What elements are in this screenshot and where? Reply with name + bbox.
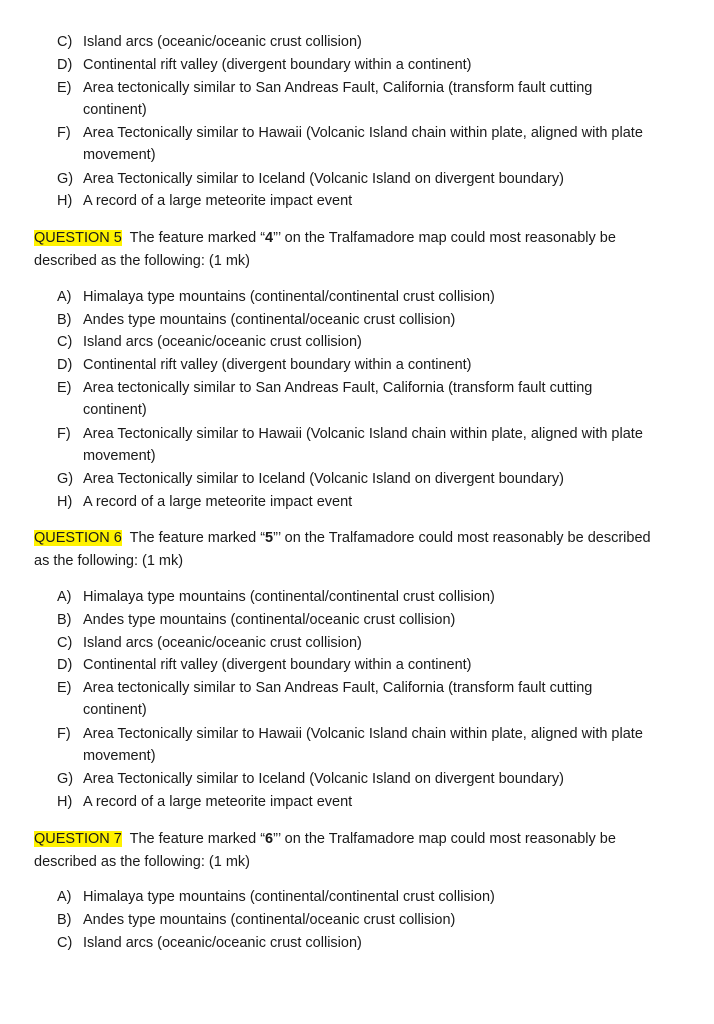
option-b xyxy=(57,909,657,931)
question-prefix: The feature marked “ xyxy=(129,831,266,847)
option-text: Area Tectonically similar to Hawaii (Volcanic Island chain within plate, aligned with plate movement) xyxy=(83,125,643,163)
option-g xyxy=(57,168,657,190)
option-c xyxy=(57,632,657,654)
option-text: Area Tectonically similar to Iceland (Volcanic Island on divergent boundary) xyxy=(83,471,564,487)
option-letter: C) xyxy=(57,34,73,50)
option-letter: C) xyxy=(57,635,73,651)
option-a xyxy=(57,586,657,608)
option-a xyxy=(57,286,657,308)
option-letter: H) xyxy=(57,193,73,209)
option-letter: G) xyxy=(57,471,74,487)
question-5-prompt xyxy=(34,227,654,272)
option-text: A record of a large meteorite impact event xyxy=(83,494,353,510)
option-letter: D) xyxy=(57,357,73,373)
option-letter: E) xyxy=(57,680,72,696)
option-letter: B) xyxy=(57,312,72,328)
option-letter: E) xyxy=(57,380,72,396)
option-d xyxy=(57,654,657,676)
option-c xyxy=(57,932,657,954)
question-label: QUESTION 5 xyxy=(34,230,122,246)
option-text: Area tectonically similar to San Andreas Fault, California (transform fault cutting continent) xyxy=(83,80,593,118)
option-e xyxy=(57,377,657,421)
feature-number: 4 xyxy=(265,230,274,246)
option-text: Himalaya type mountains (continental/continental crust collision) xyxy=(83,889,495,905)
option-letter: C) xyxy=(57,935,73,951)
option-text: Himalaya type mountains (continental/continental crust collision) xyxy=(83,589,495,605)
option-c xyxy=(57,331,657,353)
question-suffix: ”’ on the Tralfamadore map could most reasonably be described as the following: (1 mk) xyxy=(34,831,616,870)
option-letter: F) xyxy=(57,125,71,141)
option-h xyxy=(57,190,657,212)
option-letter: B) xyxy=(57,912,72,928)
option-text: Island arcs (oceanic/oceanic crust collision) xyxy=(83,635,362,651)
option-letter: G) xyxy=(57,171,74,187)
option-text: Island arcs (oceanic/oceanic crust collision) xyxy=(83,935,362,951)
question-label: QUESTION 6 xyxy=(34,530,122,546)
question-prefix: The feature marked “ xyxy=(129,530,266,546)
option-f xyxy=(57,423,657,467)
option-g xyxy=(57,468,657,490)
option-a xyxy=(57,886,657,908)
option-letter: F) xyxy=(57,726,71,742)
option-text: Andes type mountains (continental/oceanic crust collision) xyxy=(83,312,456,328)
feature-number: 5 xyxy=(265,530,274,546)
option-g xyxy=(57,768,657,790)
option-text: Area Tectonically similar to Iceland (Volcanic Island on divergent boundary) xyxy=(83,171,564,187)
option-c xyxy=(57,31,657,53)
option-letter: B) xyxy=(57,612,72,628)
option-text: Island arcs (oceanic/oceanic crust collision) xyxy=(83,334,362,350)
option-d xyxy=(57,54,657,76)
option-f xyxy=(57,723,657,767)
option-e xyxy=(57,677,657,721)
question-prefix: The feature marked “ xyxy=(129,230,266,246)
option-text: Area tectonically similar to San Andreas Fault, California (transform fault cutting continent) xyxy=(83,380,593,418)
option-text: A record of a large meteorite impact event xyxy=(83,794,353,810)
option-text: Area Tectonically similar to Hawaii (Volcanic Island chain within plate, aligned with plate movement) xyxy=(83,426,643,464)
option-letter: F) xyxy=(57,426,71,442)
question-label: QUESTION 7 xyxy=(34,831,122,847)
option-d xyxy=(57,354,657,376)
option-letter: H) xyxy=(57,494,73,510)
option-letter: D) xyxy=(57,657,73,673)
option-b xyxy=(57,609,657,631)
option-h xyxy=(57,791,657,813)
question-suffix: ”’ on the Tralfamadore could most reasonably be described as the following: (1 mk) xyxy=(34,530,651,569)
option-text: Island arcs (oceanic/oceanic crust collision) xyxy=(83,34,362,50)
option-h xyxy=(57,491,657,513)
option-letter: H) xyxy=(57,794,73,810)
option-text: Area Tectonically similar to Iceland (Volcanic Island on divergent boundary) xyxy=(83,771,564,787)
option-letter: E) xyxy=(57,80,72,96)
option-e xyxy=(57,77,657,121)
question-7-prompt xyxy=(34,828,654,873)
question-suffix: ”’ on the Tralfamadore map could most reasonably be described as the following: (1 mk) xyxy=(34,230,616,269)
option-letter: D) xyxy=(57,57,73,73)
option-text: Continental rift valley (divergent boundary within a continent) xyxy=(83,657,472,673)
option-text: Continental rift valley (divergent boundary within a continent) xyxy=(83,57,472,73)
option-letter: A) xyxy=(57,889,72,905)
option-text: Area Tectonically similar to Hawaii (Volcanic Island chain within plate, aligned with plate movement) xyxy=(83,726,643,764)
option-text: A record of a large meteorite impact event xyxy=(83,193,353,209)
option-b xyxy=(57,309,657,331)
option-text: Himalaya type mountains (continental/continental crust collision) xyxy=(83,289,495,305)
option-letter: G) xyxy=(57,771,74,787)
question-6-prompt xyxy=(34,527,654,572)
option-f xyxy=(57,122,657,166)
option-text: Andes type mountains (continental/oceanic crust collision) xyxy=(83,612,456,628)
option-text: Andes type mountains (continental/oceanic crust collision) xyxy=(83,912,456,928)
feature-number: 6 xyxy=(265,831,274,847)
option-text: Continental rift valley (divergent boundary within a continent) xyxy=(83,357,472,373)
option-letter: A) xyxy=(57,589,72,605)
option-letter: C) xyxy=(57,334,73,350)
option-letter: A) xyxy=(57,289,72,305)
option-text: Area tectonically similar to San Andreas Fault, California (transform fault cutting continent) xyxy=(83,680,593,718)
